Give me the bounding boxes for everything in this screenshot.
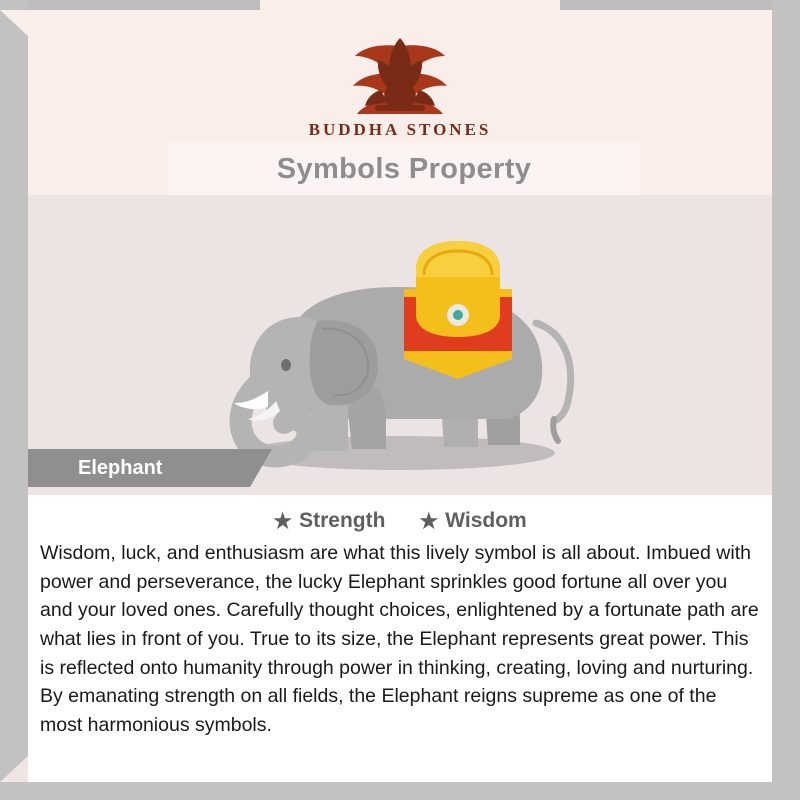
star-icon: ★ [419, 509, 439, 533]
attribute-strength [273, 509, 385, 533]
top-border-gap [260, 0, 560, 10]
attribute-wisdom [419, 509, 526, 533]
bottom-left-corner-notch [0, 756, 28, 782]
attribute-label: Strength [299, 509, 386, 532]
attribute-list [28, 495, 772, 533]
symbol-label: Elephant [78, 456, 163, 479]
brand-name: BUDDHA STONES [308, 120, 492, 139]
star-icon: ★ [273, 509, 293, 533]
title-ribbon [168, 143, 640, 195]
brand-logo [0, 16, 800, 140]
symbol-label-tag-tail [250, 449, 272, 487]
symbol-label-tag [28, 449, 250, 487]
page-title: Symbols Property [276, 152, 532, 185]
description-panel [28, 495, 772, 782]
lotus-meditation-figure-icon [295, 16, 505, 116]
description-text: Wisdom, luck, and enthusiasm are what this lively symbol is all about. Imbued with power and perseverance, the lucky Elephant sprinkles good fortune all over you and your loved ones. Carefully thought choices, enlightened by a fortunate path are what lies in front of you. True to its size, the Elephant represents great power. This is reflected onto humanity through power in thinking, creating, loving and nurturing. By emanating strength on all fields, the Elephant reigns supreme as one of the most harmonious symbols. [40, 542, 759, 736]
attribute-label: Wisdom [445, 509, 527, 532]
bottom-border-band [0, 782, 800, 800]
